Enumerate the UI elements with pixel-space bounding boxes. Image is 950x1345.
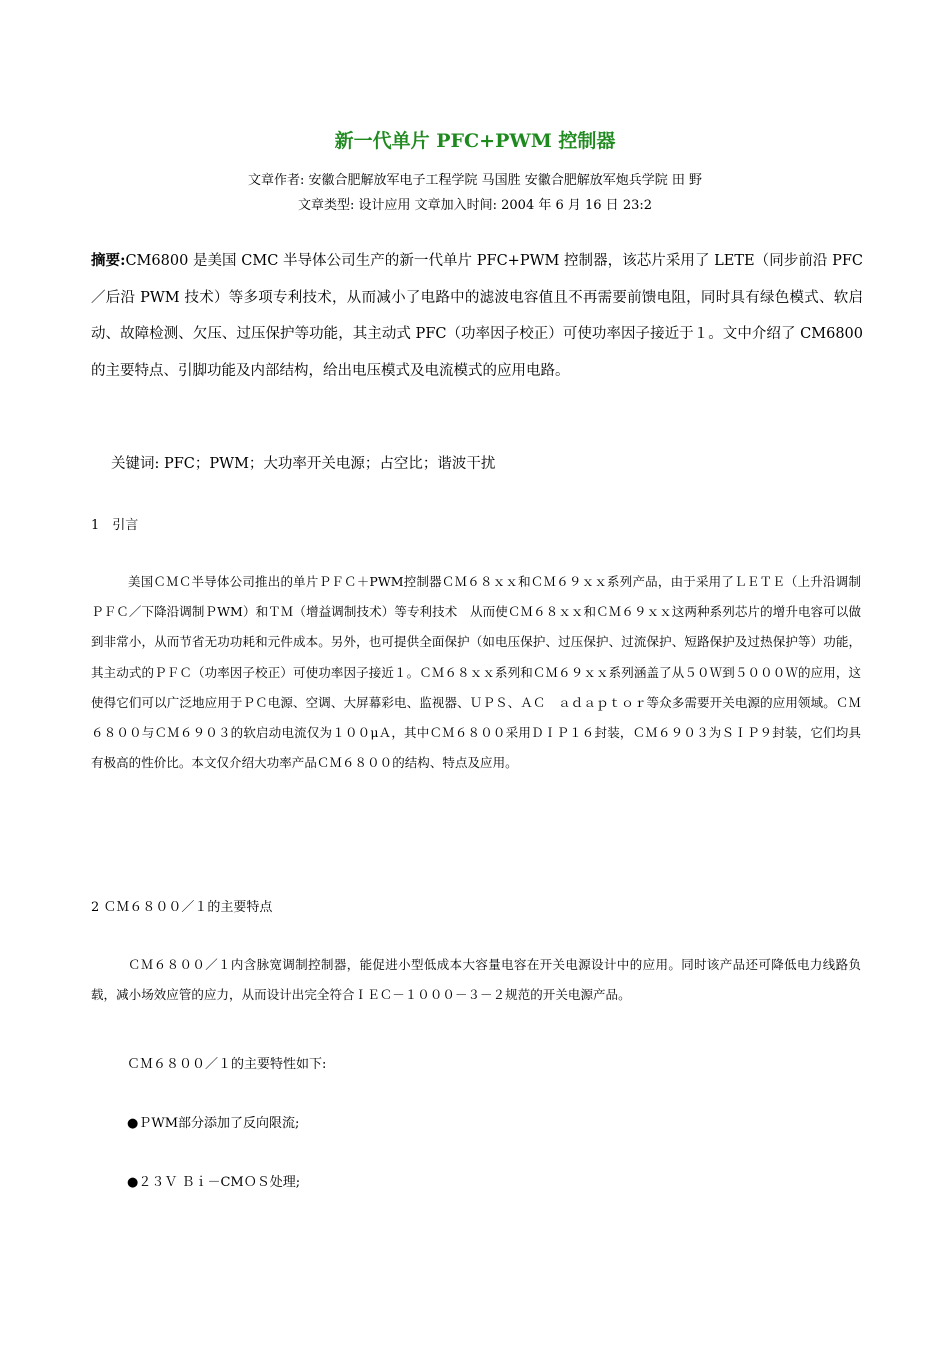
abstract-text: CM6800 是美国 CMC 半导体公司生产的新一代单片 PFC+PWM 控制器，该芯片采用了 LETE（同步前沿 PFC／后沿 PWM 技术）等多项专利技术，从而减小了电路中的滤波电容值且不再需要前馈电阻，同时具有绿色模式、软启动、故障检测、欠压、过压保护等功能，其主动式 PFC（功率因子校正）可使功率因子接近于１。文中介绍了 CM6800 的主要特点、引脚功能及内部结构，给出电压模式及电流模式的应用电路。 (91, 253, 863, 379)
introduction-paragraph: 美国ＣＭＣ半导体公司推出的单片ＰＦＣ＋PWM控制器ＣＭ６８ｘｘ和ＣＭ６９ｘｘ系列产品，由于采用了ＬＥＴＥ（上升沿调制ＰＦＣ／下降沿调制ＰWM）和ＴＭ（增益调制技术）等专利技术 从而使ＣＭ６８ｘｘ和ＣＭ６９ｘｘ这两种系列芯片的增升电容可以做到非常小，从而节省无功功耗和元件成本。另外，也可提供全面保护（如电压保护、过压保护、过流保护、短路保护及过热保护等）功能，其主动式的ＰＦＣ（功率因子校正）可使功率因子接近１。ＣＭ６８ｘｘ系列和ＣＭ６９ｘｘ系列涵盖了从５０Ｗ到５０００Ｗ的应用，这使得它们可以广泛地应用于ＰＣ电源、空调、大屏幕彩电、监视器、ＵＰＳ、ＡＣ ａｄａｐｔｏｒ等众多需要开关电源的应用领域。ＣＭ６８００与ＣＭ６９０３的软启动电流仅为１００μＡ，其中ＣＭ６８００采用ＤＩＰ１６封装，ＣＭ６９０３为ＳＩＰ９封装，它们均具有极高的性价比。本文仅介绍大功率产品ＣＭ６８００的结构、特点及应用。 (91, 574, 861, 771)
article-type-line: 文章类型: 设计应用 文章加入时间: 2004 年 6 月 16 日 23:2 (297, 198, 653, 213)
article-title: 新一代单片 PFC+PWM 控制器 (334, 130, 616, 152)
author-line: 文章作者: 安徽合肥解放军电子工程学院 马国胜 安徽合肥解放军炮兵学院 田 野 (247, 173, 703, 188)
features-paragraph: ＣＭ６８００／１内含脉宽调制控制器，能促进小型低成本大容量电容在开关电源设计中的应用。同时该产品还可降低电力线路负载，减小场效应管的应力，从而设计出完全符合ＩＥＣ－１０００－３－２规范的开关电源产品。 (91, 957, 861, 1003)
section-heading-features: 2 ＣＭ６８００／１的主要特点 (91, 900, 273, 915)
bullet-item: ●２３Ｖ Ｂｉ－CMＯＳ处理; (127, 1175, 301, 1190)
section-heading-introduction: 1 引言 (91, 518, 139, 533)
bullet-item: ●ＰWM部分添加了反向限流; (127, 1116, 300, 1131)
abstract-paragraph (91, 243, 863, 389)
keywords-line: 关键词: PFC；PWM；大功率开关电源；占空比；谐波干扰 (111, 456, 496, 472)
features-intro-line: ＣＭ６８００／１的主要特性如下: (127, 1057, 327, 1072)
abstract-label: 摘要: (91, 252, 126, 269)
